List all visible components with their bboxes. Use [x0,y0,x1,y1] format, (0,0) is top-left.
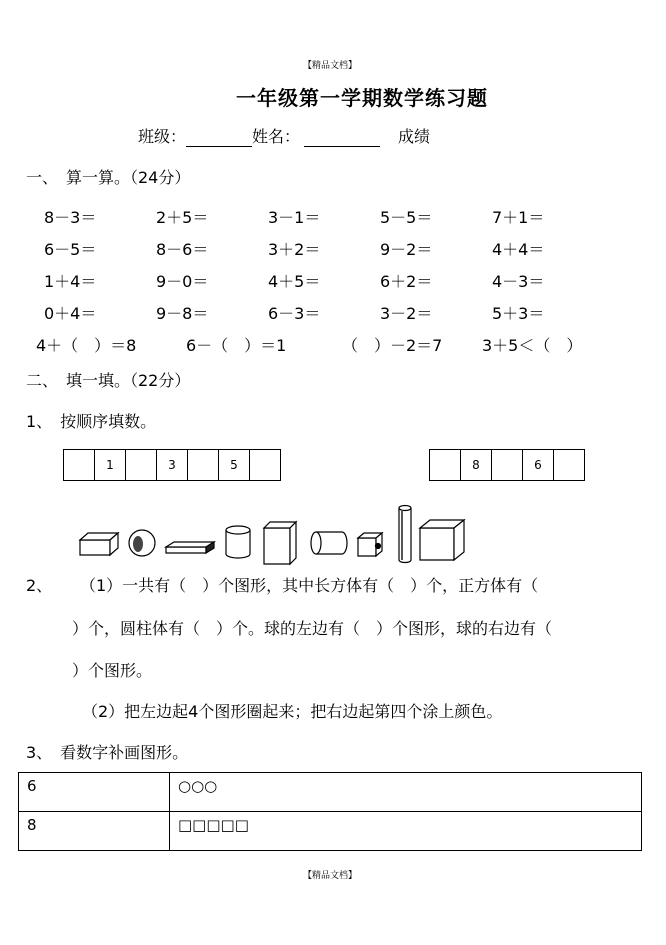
q1-title: 1、 按顺序填数。 [26,412,157,431]
equation: 2＋5＝ [156,208,209,227]
sequence-cell: 6 [523,450,554,480]
section1-title: 一、 算一算。（24分） [26,168,191,187]
sequence-left [63,449,281,481]
equation: 9－0＝ [156,272,209,291]
equation: 0＋4＝ [44,304,97,323]
blank-equation: （ ）－2＝7 [342,336,443,355]
cylinder-side-shape [311,532,347,554]
cuboid-shape [80,533,118,555]
tall-cylinder-shape [399,506,411,563]
equation: 9－2＝ [380,240,433,259]
equation: 4－3＝ [492,272,545,291]
equation: 4＋4＝ [492,240,545,259]
table-number-cell: 6 [19,773,170,812]
class-label: 班级： [138,127,187,146]
section2-title: 二、 填一填。（22分） [26,371,191,390]
cylinder-shape [226,526,250,558]
blank-equation: 4＋（ ）＝8 [36,336,137,355]
blank-equation: 6－（ ）＝1 [186,336,287,355]
sequence-cell: 8 [461,450,492,480]
equation: 6－3＝ [268,304,321,323]
sequence-cell: 3 [157,450,188,480]
sequence-cell: 1 [95,450,126,480]
table-number-cell: 8 [19,812,170,851]
q2-number: 2、 [26,576,53,595]
sequence-cell[interactable] [492,450,523,480]
equation: 8－3＝ [44,208,97,227]
sequence-right [429,449,585,481]
name-blank[interactable] [304,130,380,147]
equation: 3－1＝ [268,208,321,227]
flat-cuboid-shape [166,542,214,553]
table-row [19,773,642,812]
cube-shape [420,520,464,560]
q3-title: 3、 看数字补画图形。 [26,743,189,762]
q2-line1: （1）一共有（ ）个图形，其中长方体有（ ）个，正方体有（ [80,576,539,595]
equation: 6－5＝ [44,240,97,259]
equation: 5－5＝ [380,208,433,227]
footer-tag: 【精品文档】 [303,871,358,881]
equation: 3－2＝ [380,304,433,323]
shapes-illustration [70,500,490,570]
header-tag: 【精品文档】 [303,61,358,71]
equation: 1＋4＝ [44,272,97,291]
blank-equation: 3＋5＜（ ） [482,336,583,355]
equation: 7＋1＝ [492,208,545,227]
sequence-cell[interactable] [188,450,219,480]
q2-line4: （2）把左边起4个图形圈起来；把右边起第四个涂上颜色。 [82,702,503,721]
table-shapes-cell[interactable]: □□□□□ [170,812,642,851]
equation: 4＋5＝ [268,272,321,291]
sequence-cell[interactable] [430,450,461,480]
table-row [19,812,642,851]
class-blank[interactable] [186,130,252,147]
q2-line3: ）个图形。 [72,661,153,680]
score-label: 成绩 [398,127,431,146]
sequence-cell[interactable] [250,450,280,480]
info-line [138,124,430,147]
sequence-cell: 5 [219,450,250,480]
small-cube-shape [358,533,382,556]
tall-cuboid-shape [264,522,296,564]
equation: 6＋2＝ [380,272,433,291]
q2-line2: ）个，圆柱体有（ ）个。球的左边有（ ）个图形，球的右边有（ [72,619,553,638]
table-shapes-cell[interactable]: ○○○ [170,773,642,812]
name-label: 姓名： [252,127,301,146]
equation: 5＋3＝ [492,304,545,323]
equation: 8－6＝ [156,240,209,259]
equation: 9－8＝ [156,304,209,323]
sequence-cell[interactable] [126,450,157,480]
draw-shapes-table [18,772,642,851]
page-title: 一年级第一学期数学练习题 [236,86,488,110]
sphere-shape [129,530,155,556]
sequence-cell[interactable] [64,450,95,480]
equation: 3＋2＝ [268,240,321,259]
sequence-cell[interactable] [554,450,584,480]
